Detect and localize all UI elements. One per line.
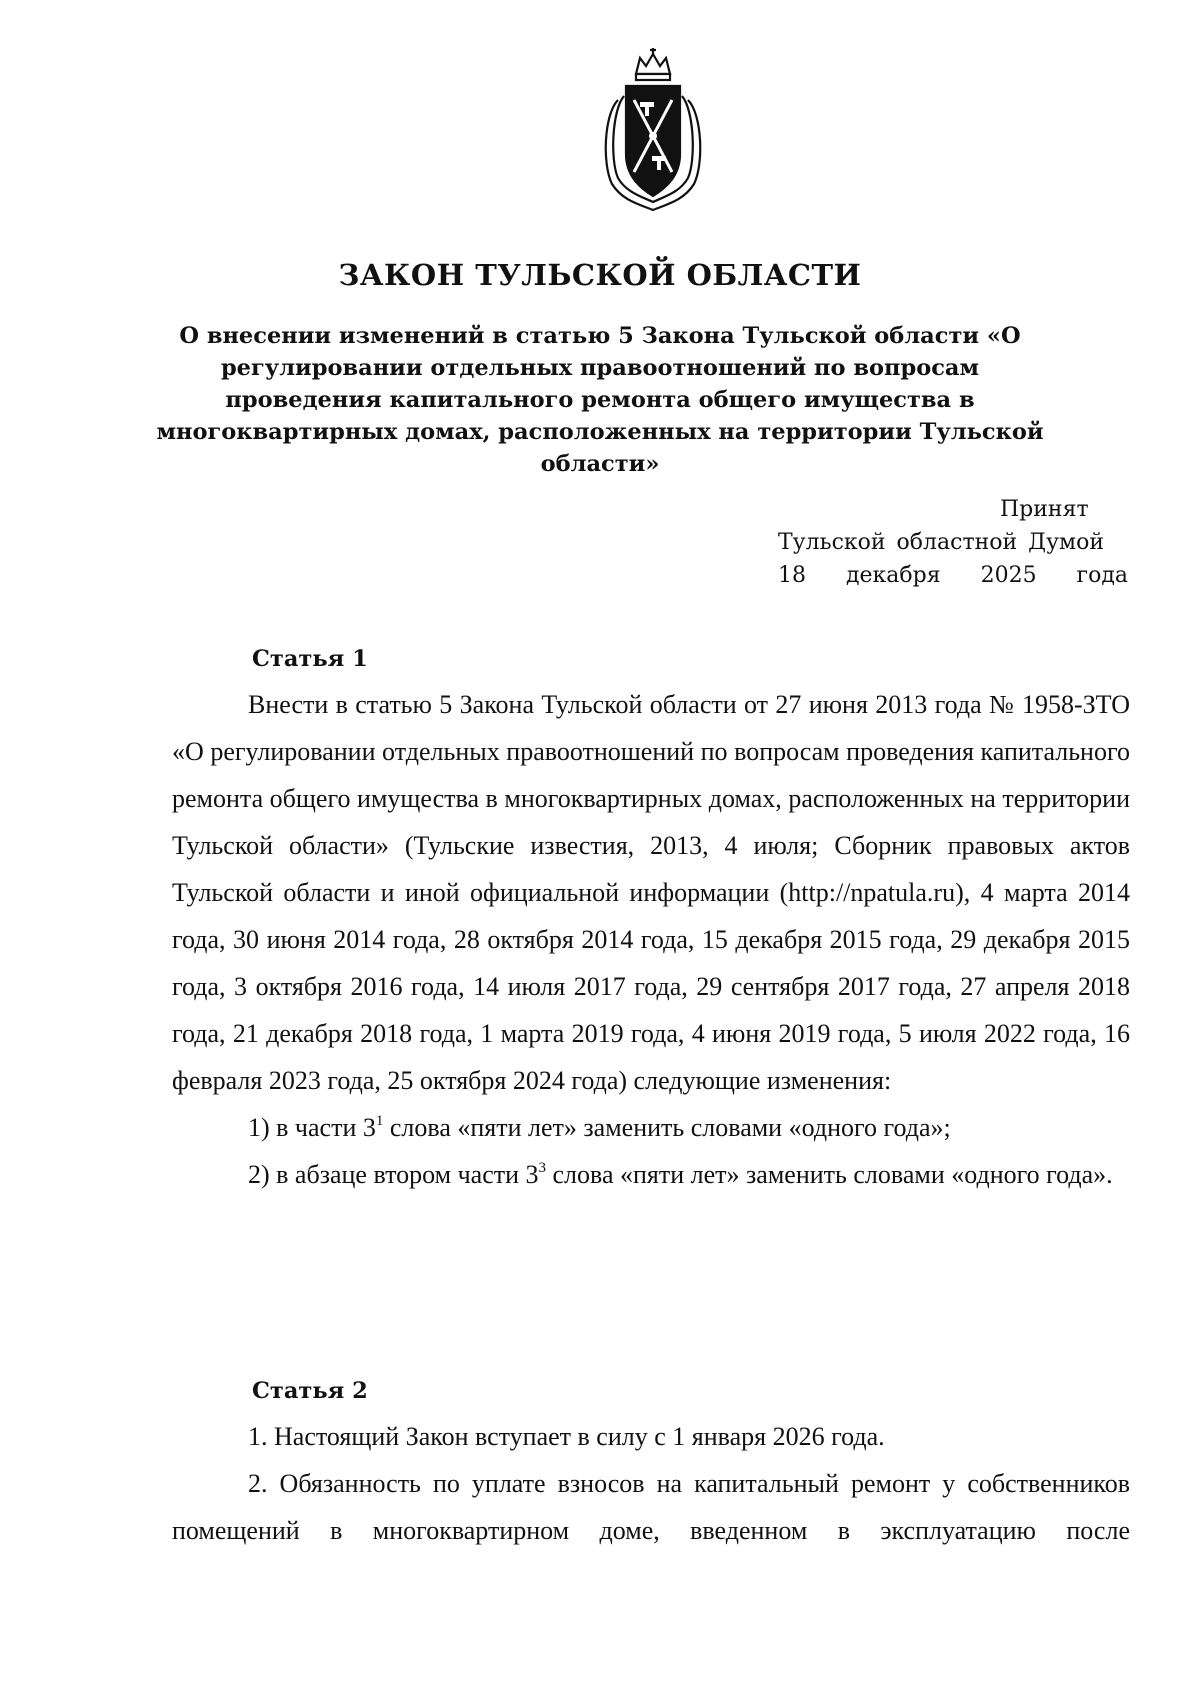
adopted-label: Принят xyxy=(1000,497,1089,522)
adopted-date xyxy=(778,560,1128,592)
adopted-year-word: года xyxy=(1076,563,1128,588)
adopted-month: декабря xyxy=(845,563,941,588)
coat-of-arms-icon xyxy=(598,44,708,214)
adopted-by: Тульской областной Думой xyxy=(778,530,1105,555)
article-1-body xyxy=(172,681,1130,1198)
article-2-body xyxy=(172,1413,1130,1554)
article-1-item-2: 2) в абзаце втором части $3^3$ слова «пяти лет» заменить словами «одного года». xyxy=(248,1160,1113,1189)
law-title: ЗАКОН ТУЛЬСКОЙ ОБЛАСТИ xyxy=(338,258,862,292)
article-1-item-1: 1) в части $3^1$ слова «пяти лет» заменить словами «одного года»; xyxy=(248,1113,951,1142)
article-2-paragraph-2: 2. Обязанность по уплате взносов на капитальный ремонт у собственников помещений в многоквартирном доме, введенном в эксплуатацию после xyxy=(172,1469,1130,1545)
adopted-year: 2025 xyxy=(980,563,1037,588)
adopted-day: 18 xyxy=(778,563,806,588)
article-2-paragraph-1: 1. Настоящий Закон вступает в силу с 1 января 2026 года. xyxy=(248,1422,885,1451)
law-subtitle: О внесении изменений в статью 5 Закона Тульской области «О регулировании отдельных правоотношений по вопросам проведения капитального ремонта общего имущества в многоквартирных домах, расположенных на территории Тульской области» xyxy=(156,323,1044,477)
article-1-paragraph: Внести в статью 5 Закона Тульской области от 27 июня 2013 года № 1958-ЗТО «О регулировании отдельных правоотношений по вопросам проведения капитального ремонта общего имущества в многоквартирных домах, расположенных на территории Тульской области» (Тульские известия, 2013, 4 июля; Сборник правовых актов Тульской области и иной официальной информации (http://npatula.ru), 4 марта 2014 года, 30 июня 2014 года, 28 октября 2014 года, 15 декабря 2015 года, 29 декабря 2015 года, 3 октября 2016 года, 14 июля 2017 года, 29 сентября 2017 года, 27 апреля 2018 года, 21 декабря 2018 года, 1 марта 2019 года, 4 июня 2019 года, 5 июля 2022 года, 16 февраля 2023 года, 25 октября 2024 года) следующие изменения: xyxy=(172,690,1130,1095)
article-1-heading: Статья 1 xyxy=(252,646,368,672)
article-2-heading: Статья 2 xyxy=(252,1378,368,1404)
